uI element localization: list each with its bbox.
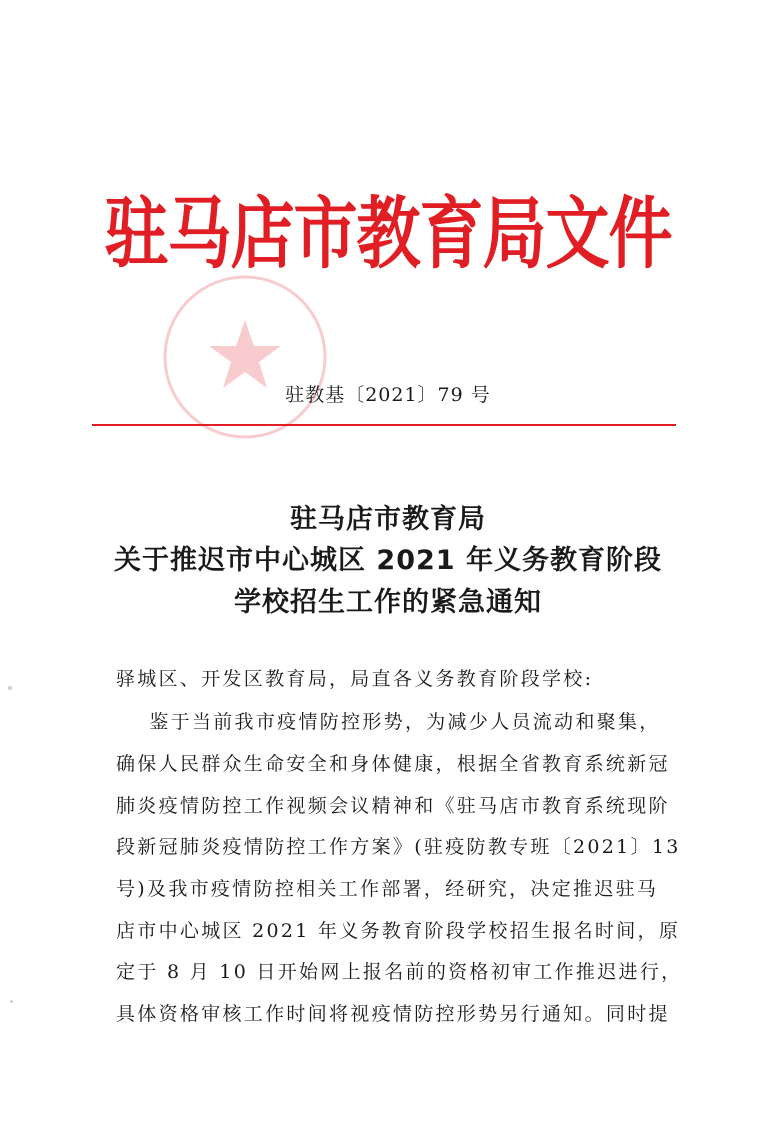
- body-line: 定于 8 月 10 日开始网上报名前的资格初审工作推迟进行，: [116, 961, 683, 983]
- scan-speck: [10, 1000, 13, 1003]
- body-line: 段新冠肺炎疫情防控工作方案》(驻疫防教专班〔2021〕13: [116, 836, 681, 858]
- document-number: 驻教基〔2021〕79 号: [285, 384, 491, 406]
- body-line: 鉴于当前我市疫情防控形势，为减少人员流动和聚集，: [116, 711, 661, 733]
- salutation: 驿城区、开发区教育局，局直各义务教育阶段学校:: [116, 668, 594, 690]
- body-line: 确保人民群众生命安全和身体健康，根据全省教育系统新冠: [116, 753, 670, 775]
- masthead-title: 驻马店市教育局文件: [104, 188, 672, 281]
- body-line: 肺炎疫情防控工作视频会议精神和《驻马店市教育系统现阶: [116, 795, 670, 817]
- scan-speck: [8, 686, 12, 690]
- body-line: 具体资格审核工作时间将视疫情防控形势另行通知。同时提: [116, 1003, 670, 1025]
- notice-title-line-1: 驻马店市教育局: [290, 504, 486, 535]
- notice-title-line-2: 关于推迟市中心城区 2021 年义务教育阶段: [114, 545, 662, 576]
- body-line: 号)及我市疫情防控相关工作部署，经研究，决定推迟驻马: [116, 878, 659, 900]
- body-line: 店市中心城区 2021 年义务教育阶段学校招生报名时间，原: [116, 920, 681, 942]
- red-separator-line: [92, 424, 676, 426]
- official-seal-stamp: [160, 272, 330, 442]
- notice-title-line-3: 学校招生工作的紧急通知: [234, 587, 542, 618]
